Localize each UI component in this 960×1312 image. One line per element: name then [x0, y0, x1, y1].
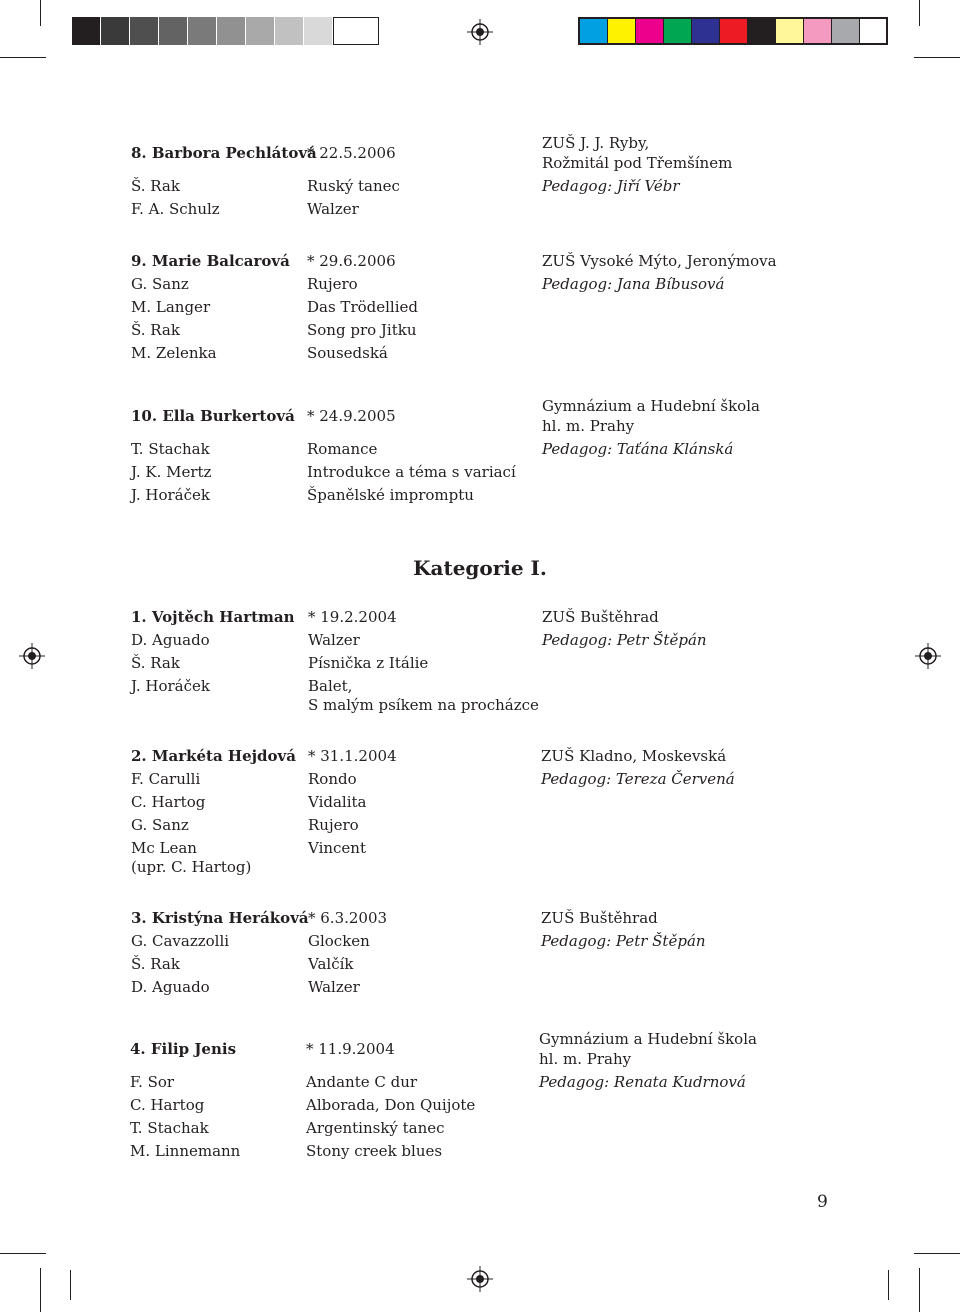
greyscale-swatch — [159, 17, 187, 45]
greyscale-swatch — [275, 17, 303, 45]
birth-date: * 6.3.2003 — [308, 909, 388, 927]
contestant-name: 3. Kristýna Heráková — [131, 909, 309, 927]
colour-swatch — [636, 19, 663, 43]
contestant-name: 8. Barbora Pechlátová — [131, 144, 317, 162]
piece-title: Walzer — [307, 200, 359, 218]
piece-title: Andante C dur — [306, 1073, 418, 1091]
composer: M. Langer — [131, 298, 211, 316]
teacher: Pedagog: Taťána Klánská — [542, 440, 734, 458]
composer: T. Stachak — [130, 1119, 209, 1137]
piece-title: Argentinský tanec — [306, 1119, 445, 1137]
piece-title: Písnička z Itálie — [308, 654, 429, 672]
contestant-name: 4. Filip Jenis — [130, 1040, 237, 1058]
contestant-name: 2. Markéta Hejdová — [131, 747, 296, 765]
teacher: Pedagog: Tereza Červená — [541, 770, 735, 788]
birth-date: * 31.1.2004 — [308, 747, 397, 765]
colour-swatch — [720, 19, 747, 43]
composer: D. Aguado — [131, 978, 210, 996]
greyscale-swatch — [304, 17, 332, 45]
piece-title: Walzer — [308, 631, 360, 649]
school-name: ZUŠ Kladno, Moskevská — [541, 747, 727, 765]
composer: C. Hartog — [131, 793, 206, 811]
contestant-name: 1. Vojtěch Hartman — [131, 608, 295, 626]
teacher: Pedagog: Jana Bíbusová — [542, 275, 725, 293]
piece-title: S malým psíkem na procházce — [308, 696, 539, 714]
registration-mark-icon — [467, 19, 493, 45]
registration-mark-icon — [915, 643, 941, 669]
crop-mark — [0, 1253, 46, 1254]
birth-date: * 29.6.2006 — [307, 252, 396, 270]
school-name: hl. m. Prahy — [539, 1050, 632, 1068]
composer: M. Linnemann — [130, 1142, 241, 1160]
composer: G. Sanz — [131, 275, 189, 293]
composer: F. Sor — [130, 1073, 175, 1091]
crop-mark — [888, 1270, 889, 1300]
composer: D. Aguado — [131, 631, 210, 649]
composer: F. Carulli — [131, 770, 201, 788]
teacher: Pedagog: Petr Štěpán — [541, 932, 706, 950]
piece-title: Rujero — [308, 816, 359, 834]
colour-swatch — [580, 19, 607, 43]
piece-title: Glocken — [308, 932, 370, 950]
piece-title: Song pro Jitku — [307, 321, 417, 339]
greyscale-swatch — [72, 17, 100, 45]
piece-title: Introdukce a téma s variací — [307, 463, 516, 481]
crop-mark — [0, 57, 46, 58]
contestant-name: 9. Marie Balcarová — [131, 252, 290, 270]
school-name: hl. m. Prahy — [542, 417, 635, 435]
colour-swatch — [692, 19, 719, 43]
piece-title: Das Trödellied — [307, 298, 418, 316]
composer: Š. Rak — [131, 654, 180, 672]
piece-title: Romance — [307, 440, 378, 458]
colour-swatch — [608, 19, 635, 43]
composer: F. A. Schulz — [131, 200, 220, 218]
composer: M. Zelenka — [131, 344, 217, 362]
school-name: ZUŠ J. J. Ryby, — [542, 134, 650, 152]
composer: Š. Rak — [131, 177, 180, 195]
crop-mark — [914, 1253, 960, 1254]
composer: Mc Lean — [131, 839, 197, 857]
page-number: 9 — [817, 1192, 828, 1212]
birth-date: * 19.2.2004 — [308, 608, 397, 626]
teacher: Pedagog: Jiří Vébr — [542, 177, 680, 195]
crop-mark — [919, 0, 920, 26]
greyscale-swatch — [217, 17, 245, 45]
school-name: Gymnázium a Hudební škola — [542, 397, 760, 415]
composer: G. Sanz — [131, 816, 189, 834]
piece-title: Sousedská — [307, 344, 388, 362]
piece-title: Stony creek blues — [306, 1142, 443, 1160]
crop-mark — [919, 1268, 920, 1312]
school-name: Rožmitál pod Třemšínem — [542, 154, 733, 172]
piece-title: Rujero — [307, 275, 358, 293]
crop-mark — [40, 1268, 41, 1312]
contestant-name: 10. Ella Burkertová — [131, 407, 295, 425]
school-name: ZUŠ Buštěhrad — [541, 909, 658, 927]
composer: T. Stachak — [131, 440, 210, 458]
school-name: ZUŠ Vysoké Mýto, Jeronýmova — [542, 252, 777, 270]
colour-swatch — [664, 19, 691, 43]
piece-title: Valčík — [308, 955, 354, 973]
piece-title: Balet, — [308, 677, 353, 695]
greyscale-swatch — [130, 17, 158, 45]
piece-title: Walzer — [308, 978, 360, 996]
piece-title: Vidalita — [308, 793, 367, 811]
colour-swatch — [860, 19, 886, 43]
composer: (upr. C. Hartog) — [131, 858, 252, 876]
greyscale-swatch — [101, 17, 129, 45]
composer: J. K. Mertz — [131, 463, 212, 481]
birth-date: * 22.5.2006 — [307, 144, 396, 162]
registration-mark-icon — [467, 1266, 493, 1292]
colour-swatch — [832, 19, 859, 43]
greyscale-swatch — [188, 17, 216, 45]
greyscale-swatch — [246, 17, 274, 45]
composer: J. Horáček — [131, 677, 210, 695]
composer: Š. Rak — [131, 955, 180, 973]
colour-swatch — [776, 19, 803, 43]
colour-swatch — [804, 19, 831, 43]
school-name: ZUŠ Buštěhrad — [542, 608, 659, 626]
piece-title: Alborada, Don Quijote — [306, 1096, 476, 1114]
piece-title: Vincent — [308, 839, 366, 857]
crop-mark — [70, 1270, 71, 1300]
teacher: Pedagog: Renata Kudrnová — [539, 1073, 746, 1091]
greyscale-swatch — [333, 17, 379, 45]
category-heading: Kategorie I. — [413, 556, 547, 580]
school-name: Gymnázium a Hudební škola — [539, 1030, 757, 1048]
composer: Š. Rak — [131, 321, 180, 339]
teacher: Pedagog: Petr Štěpán — [542, 631, 707, 649]
crop-mark — [914, 57, 960, 58]
crop-mark — [40, 0, 41, 26]
colour-swatch — [748, 19, 775, 43]
composer: G. Cavazzolli — [131, 932, 230, 950]
piece-title: Španělské impromptu — [307, 486, 474, 504]
registration-mark-icon — [19, 643, 45, 669]
birth-date: * 24.9.2005 — [307, 407, 396, 425]
composer: C. Hartog — [130, 1096, 205, 1114]
piece-title: Ruský tanec — [307, 177, 400, 195]
birth-date: * 11.9.2004 — [306, 1040, 395, 1058]
composer: J. Horáček — [131, 486, 210, 504]
piece-title: Rondo — [308, 770, 357, 788]
